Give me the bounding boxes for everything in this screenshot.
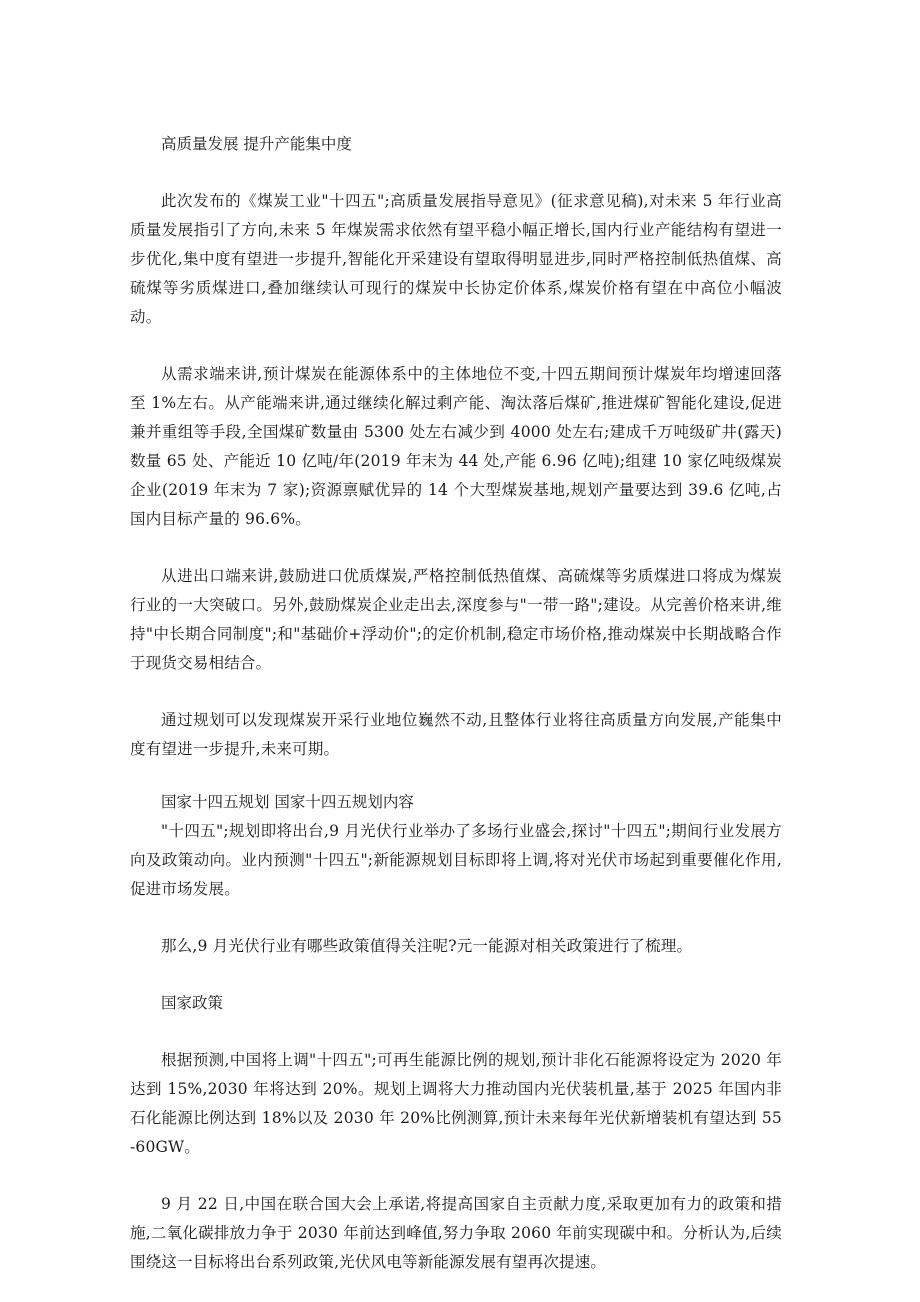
section-heading-14th-plan: 国家十四五规划 国家十四五规划内容 [161,793,414,811]
paragraph-pv-industry: "十四五";规划即将出台,9 月光伏行业举办了多场行业盛会,探讨"十四五";期间行业发展方向及政策动向。业内预测"十四五";新能源规划目标即将上调,将对光伏市场起到重要催化作用,促进市场发展。 [130,822,782,898]
paragraph-guidance-overview: 此次发布的《煤炭工业"十四五";高质量发展指导意见》(征求意见稿),对未来 5 年行业高质量发展指引了方向,未来 5 年煤炭需求依然有望平稳小幅正增长,国内行业产能结构有望进一步优化,集中度有望进一步提升,智能化开采建设有望取得明显进步,同时严格控制低热值煤、高硫煤等劣质煤进口,叠加继续认可现行的煤炭中长协定价体系,煤炭价格有望在中高位小幅波动。 [130,192,782,326]
section-heading-high-quality: 高质量发展 提升产能集中度 [161,135,352,153]
paragraph-forecast: 根据预测,中国将上调"十四五";可再生能源比例的规划,预计非化石能源将设定为 2020 年达到 15%,2030 年将达到 20%。规划上调将大力推动国内光伏装机量,基于 2025 年国内非石化能源比例达到 18%以及 2030 年 20%比例测算,预计未来每年光伏新增装机有望达到 55-60GW。 [130,1051,782,1156]
paragraph-policy-question: 那么,9 月光伏行业有哪些政策值得关注呢?元一能源对相关政策进行了梳理。 [161,937,693,955]
paragraph-import-export: 从进出口端来讲,鼓励进口优质煤炭,严格控制低热值煤、高硫煤等劣质煤进口将成为煤炭行业的一大突破口。另外,鼓励煤炭企业走出去,深度参与"一带一路";建设。从完善价格来讲,维持"中长期合同制度";和"基础价+浮动价";的定价机制,稳定市场价格,推动煤炭中长期战略合作于现货交易相结合。 [130,567,782,672]
paragraph-carbon-neutral: 9 月 22 日,中国在联合国大会上承诺,将提高国家自主贡献力度,采取更加有力的政策和措施,二氧化碳排放力争于 2030 年前达到峰值,努力争取 2060 年前实现碳中和。分析认为,后续围绕这一目标将出台系列政策,光伏风电等新能源发展有望再次提速。 [130,1195,782,1271]
section-heading-national-policy: 国家政策 [161,994,224,1012]
paragraph-demand-capacity: 从需求端来讲,预计煤炭在能源体系中的主体地位不变,十四五期间预计煤炭年均增速回落至 1%左右。从产能端来讲,通过继续化解过剩产能、淘汰落后煤矿,推进煤矿智能化建设,促进兼并重组等手段,全国煤矿数量由 5300 处左右减少到 4000 处左右;建成千万吨级矿井(露天)数量 65 处、产能近 10 亿吨/年(2019 年末为 44 处,产能 6.96 亿吨);组建 10 家亿吨级煤炭企业(2019 年末为 7 家);资源禀赋优异的 14 个大型煤炭基地,规划产量要达到 39.6 亿吨,占国内目标产量的 96.6%。 [130,365,782,528]
document-page [130,130,782,1277]
paragraph-conclusion: 通过规划可以发现煤炭开采行业地位巍然不动,且整体行业将往高质量方向发展,产能集中度有望进一步提升,未来可期。 [130,711,782,758]
